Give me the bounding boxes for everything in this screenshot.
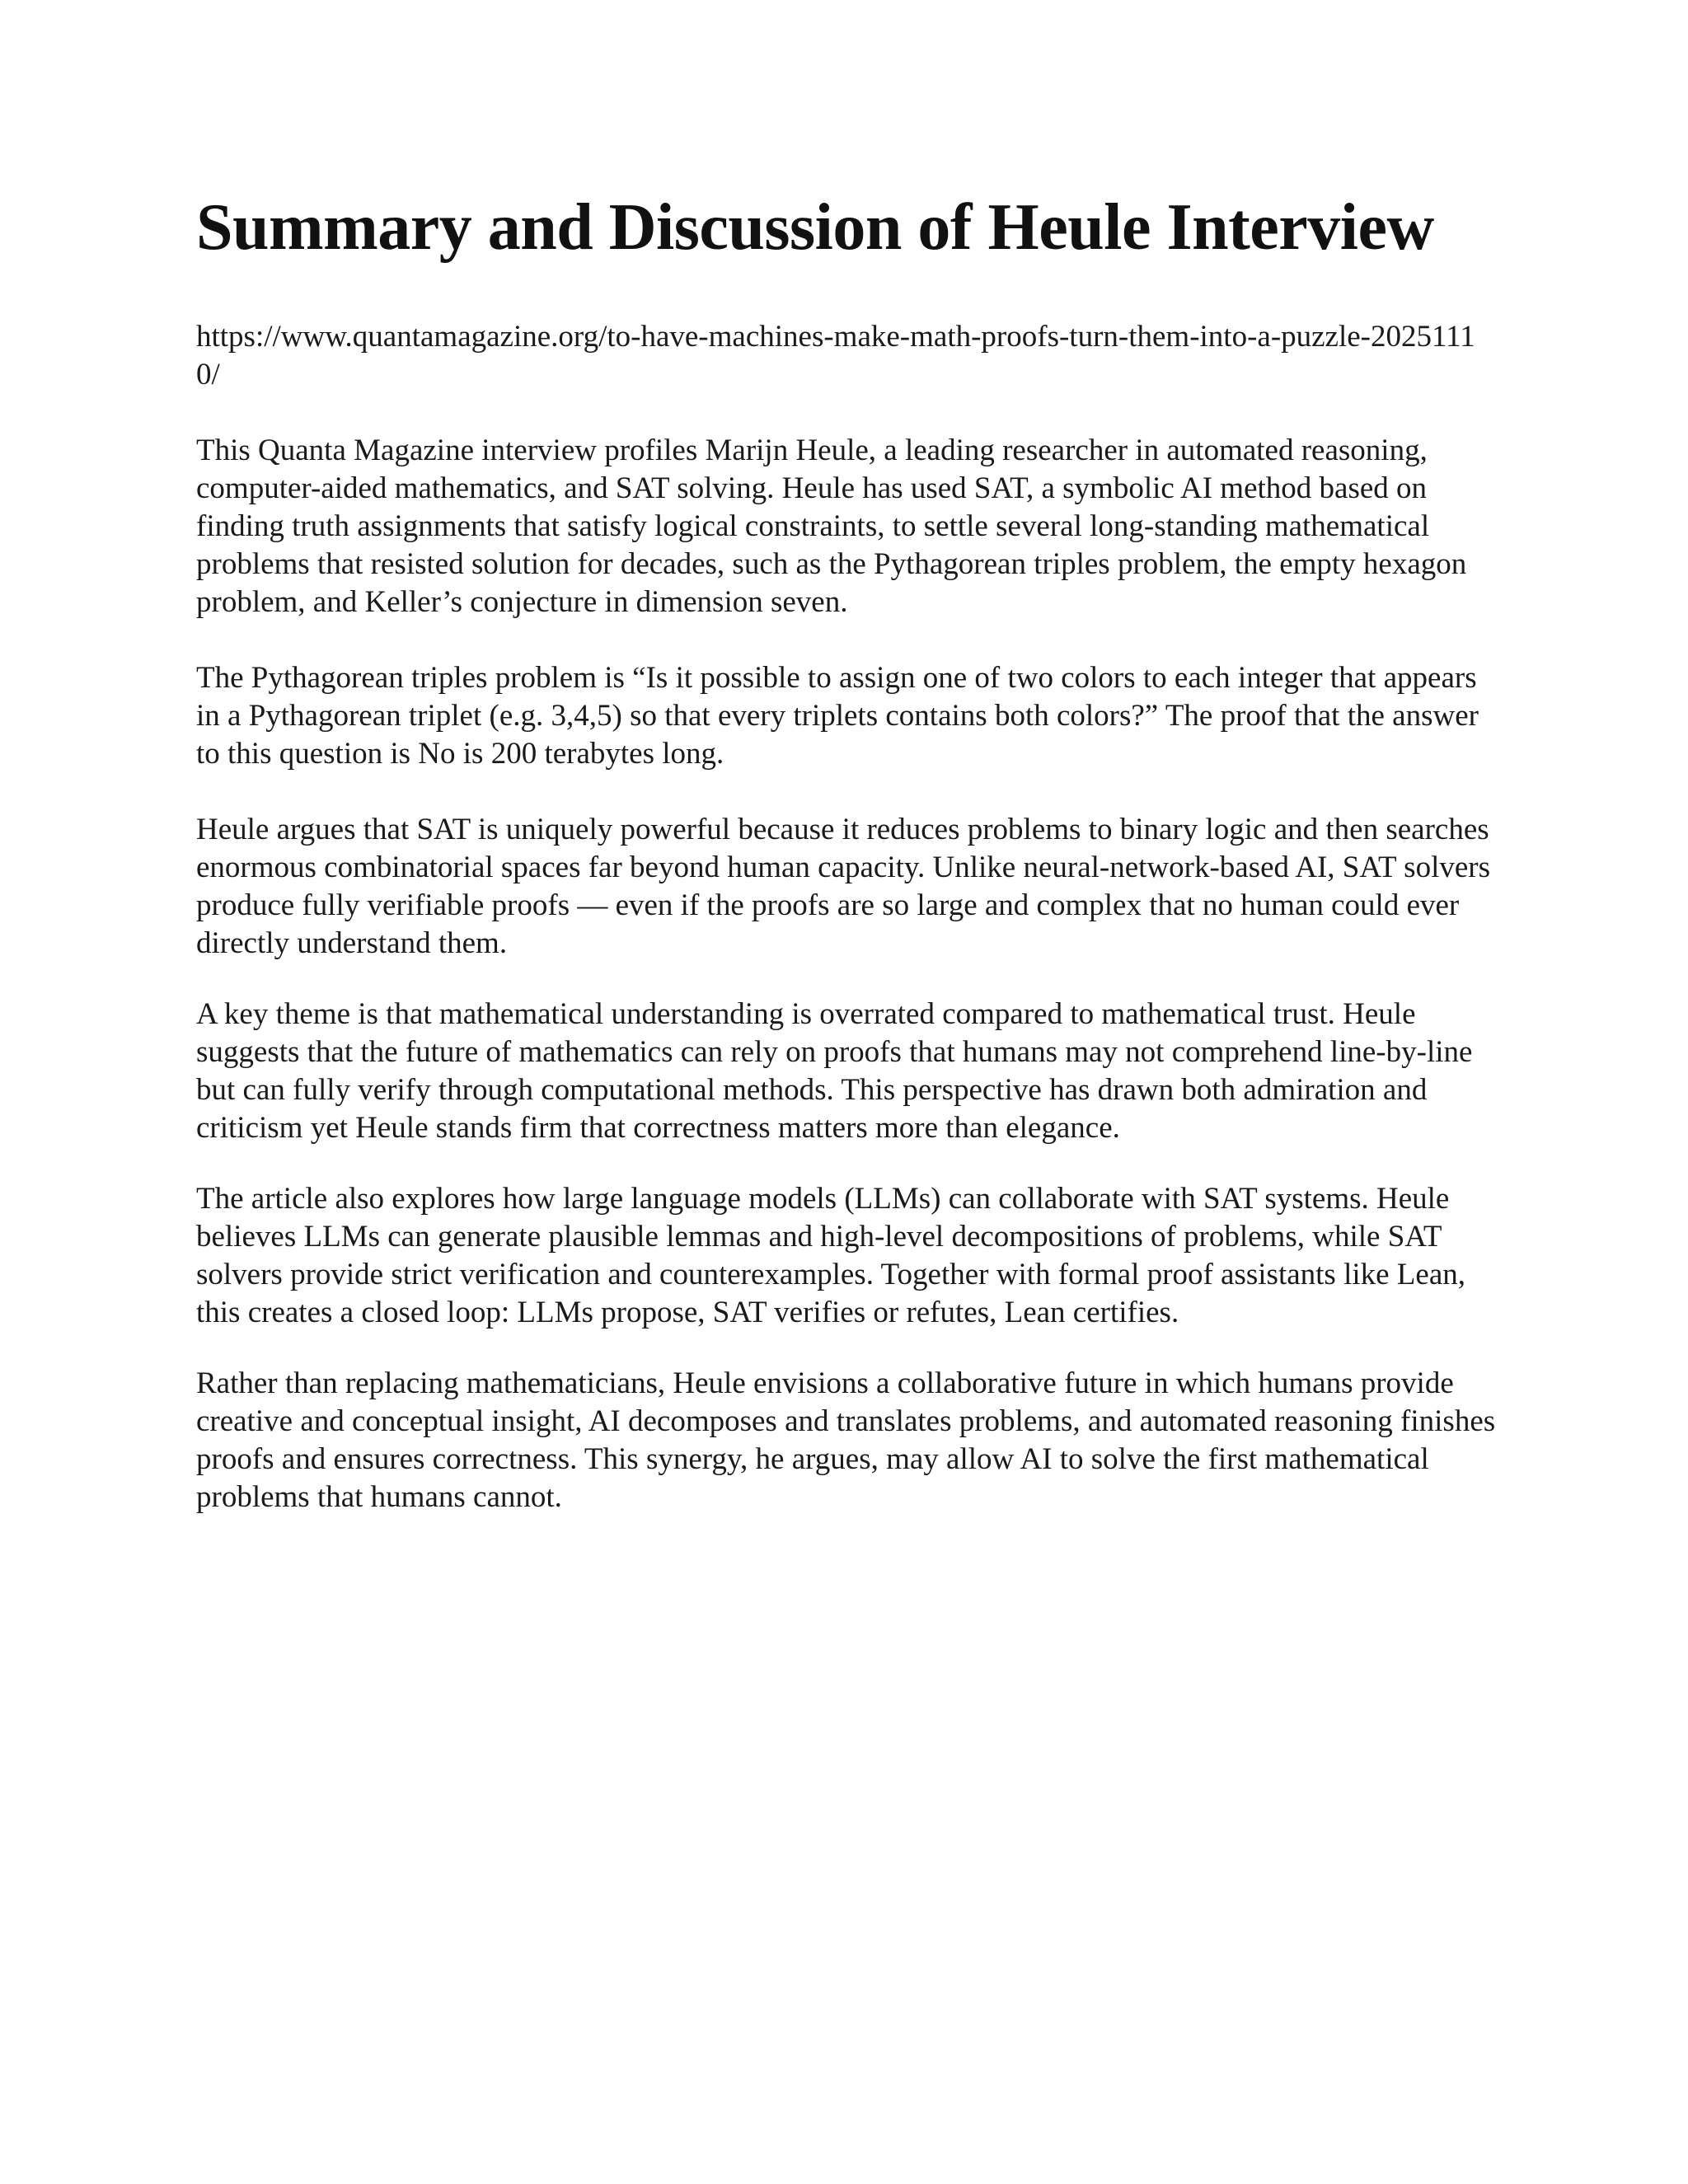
paragraph-sat-power: Heule argues that SAT is uniquely powerful because it reduces problems to binary logic and then searches enormous combinatorial spaces far beyond human capacity. Unlike neural-network-based AI, SAT solvers produce fully verifiable proofs — even if the proofs are so large and complex that no human could ever directly understand them. [196,813,1490,960]
paragraph-llms: The article also explores how large language models (LLMs) can collaborate with SAT systems. Heule believes LLMs can generate plausible lemmas and high-level decompositions of problems, while SAT solvers provide strict verification and counterexamples. Together with formal proof assistants like Lean, this creates a closed loop: LLMs propose, SAT verifies or refutes, Lean certifies. [196,1182,1465,1329]
document-title: Summary and Discussion of Heule Interview [196,191,1434,264]
paragraph-pythagorean: The Pythagorean triples problem is “Is it possible to assign one of two colors to each integer that appears in a Pythagorean triplet (e.g. 3,4,5) so that every triplets contains both colors?” The proof that the answer to this question is No is 200 terabytes long. [196,661,1479,771]
source-url: https://www.quantamagazine.org/to-have-machines-make-math-proofs-turn-them-into-a-puzzle-20251110/ [196,320,1475,391]
paragraph-trust: A key theme is that mathematical understanding is overrated compared to mathematical trust. Heule suggests that the future of mathematics can rely on proofs that humans may not comprehend line-by-line but can fully verify through computational methods. This perspective has drawn both admiration and criticism yet Heule stands firm that correctness matters more than elegance. [196,997,1473,1145]
paragraph-intro: This Quanta Magazine interview profiles Marijn Heule, a leading researcher in automated reasoning, computer-aided mathematics, and SAT solving. Heule has used SAT, a symbolic AI method based on finding truth assignments that satisfy logical constraints, to settle several long-standing mathematical problems that resisted solution for decades, such as the Pythagorean triples problem, the empty hexagon problem, and Keller’s conjecture in dimension seven. [196,434,1467,619]
paragraph-future: Rather than replacing mathematicians, Heule envisions a collaborative future in which humans provide creative and conceptual insight, AI decomposes and translates problems, and automated reasoning finishes proofs and ensures correctness. This synergy, he argues, may allow AI to solve the first mathematical problems that humans cannot. [196,1366,1496,1514]
document-content [196,188,1498,1516]
